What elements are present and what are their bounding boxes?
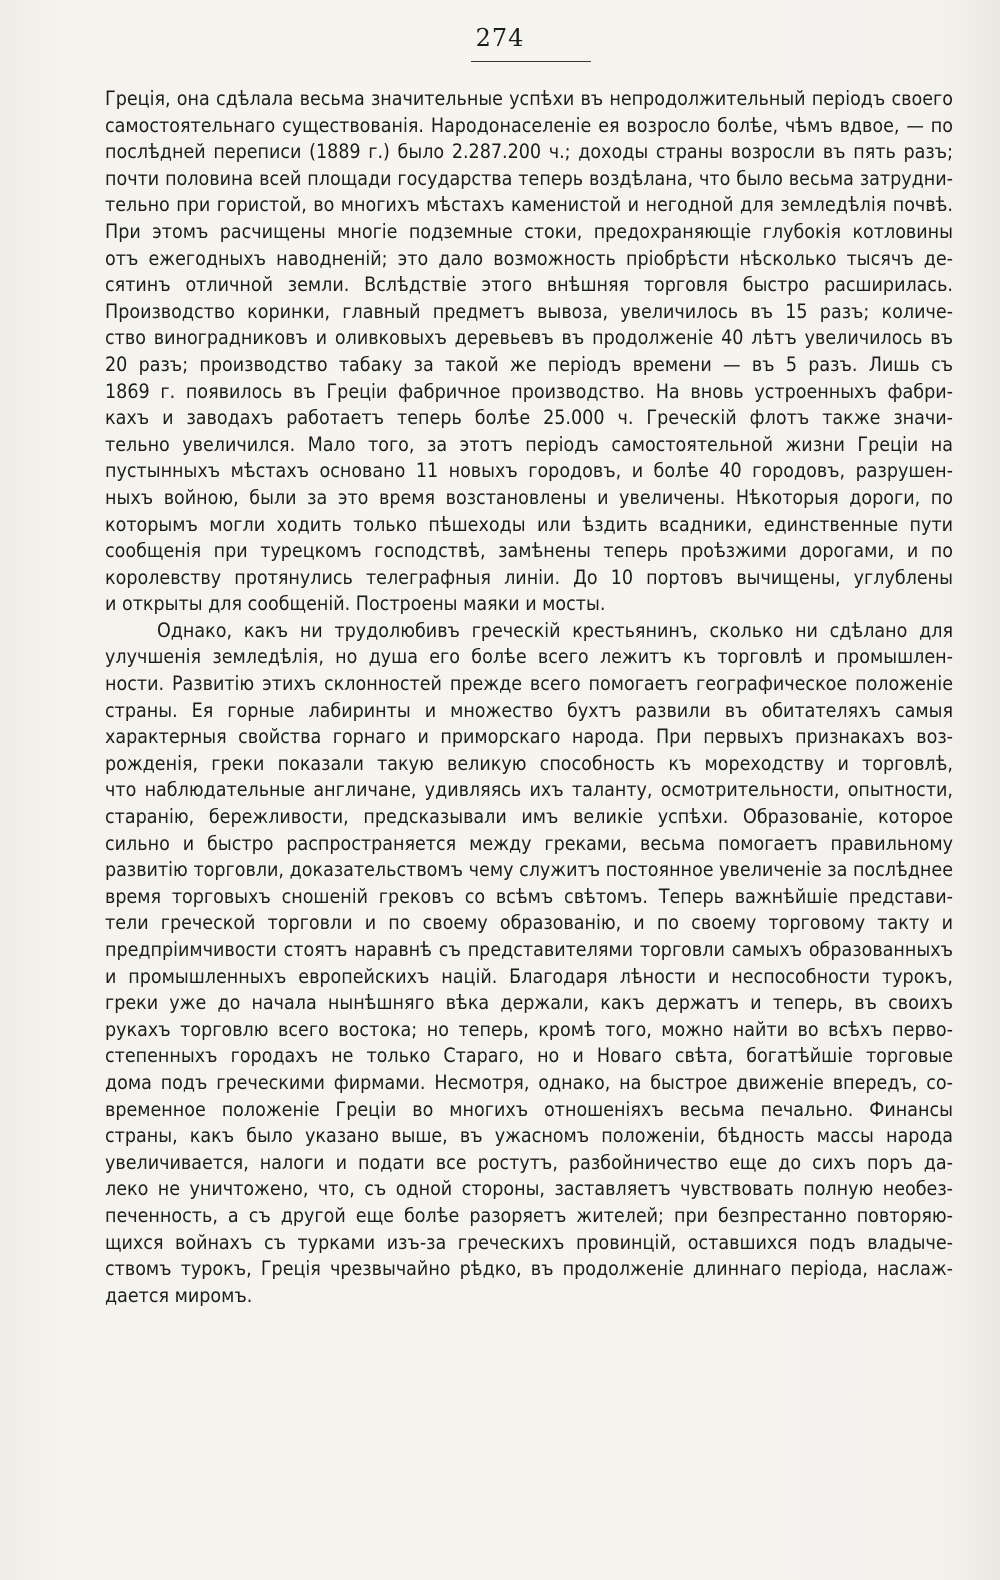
text-line: которымъ могли ходить только пѣшеходы или ѣздить всадники, единственные пути xyxy=(105,512,953,536)
text-line: При этомъ расчищены многіе подземные стоки, предохраняющіе глубокія котловины xyxy=(105,219,953,243)
text-line: страны, какъ было указано выше, въ ужасномъ положеніи, бѣдность массы народа xyxy=(105,1124,953,1148)
text-line: рожденія, греки показали такую великую способность къ мореходству и торговлѣ, xyxy=(105,751,953,775)
text-line: сильно и быстро распространяется между греками, весьма помогаетъ правильному xyxy=(105,831,953,855)
text-line: увеличивается, налоги и подати все ростутъ, разбойничество еще до сихъ поръ да- xyxy=(105,1150,953,1174)
page-number: 274 xyxy=(475,24,525,52)
text-line: сятинъ отличной земли. Вслѣдствіе этого внѣшняя торговля быстро расширилась. xyxy=(105,273,953,297)
text-line: почти половина всей площади государства теперь воздѣлана, что было весьма затрудни- xyxy=(105,166,953,190)
text-line: Производство коринки, главный предметъ вывоза, увеличилось въ 15 разъ; количе- xyxy=(105,299,953,323)
text-line: щихся войнахъ съ турками изъ-за греческихъ провинцій, оставшихся подъ владыче- xyxy=(105,1230,953,1254)
text-line: кахъ и заводахъ работаетъ теперь болѣе 25.000 ч. Греческій флотъ также значи- xyxy=(105,406,953,430)
text-line: время торговыхъ сношеній грековъ со всѣмъ свѣтомъ. Теперь важнѣйшіе представи- xyxy=(105,884,953,908)
text-line: тельно увеличился. Мало того, за этотъ періодъ самостоятельной жизни Греціи на xyxy=(105,432,953,456)
body-text xyxy=(105,86,953,1309)
text-line: и промышленныхъ европейскихъ націй. Благодаря лѣности и неспособности турокъ, xyxy=(105,964,953,988)
text-line: характерныя свойства горнаго и приморскаго народа. При первыхъ признакахъ воз- xyxy=(105,725,953,749)
text-line: королевству протянулись телеграфныя линіи. До 10 портовъ вычищены, углублены xyxy=(105,565,953,589)
text-line: что наблюдательные англичане, удивляясь ихъ таланту, осмотрительности, опытности, xyxy=(105,778,953,802)
text-line: предпріимчивости стоятъ наравнѣ съ представителями торговли самыхъ образованныхъ xyxy=(105,938,953,961)
text-line: 1869 г. появилось въ Греціи фабричное производство. На вновь устроенныхъ фабри- xyxy=(105,379,953,403)
text-line: леко не уничтожено, что, съ одной стороны, заставляетъ чувствовать полную необез- xyxy=(105,1177,953,1201)
page-number-rule xyxy=(471,61,591,62)
text-line: самостоятельнаго существованія. Народонаселеніе ея возросло болѣе, чѣмъ вдвое, — по xyxy=(105,113,953,137)
text-line: 20 разъ; производство табаку за такой же періодъ времени — въ 5 разъ. Лишь съ xyxy=(105,352,953,376)
text-line: пустынныхъ мѣстахъ основано 11 новыхъ городовъ, и болѣе 40 городовъ, разрушен- xyxy=(105,459,953,483)
text-line: старанію, бережливости, предсказывали имъ великіе успѣхи. Образованіе, которое xyxy=(105,805,953,829)
text-line: ности. Развитію этихъ склонностей прежде всего помогаетъ географическое положеніе xyxy=(105,672,953,696)
text-line: ство виноградниковъ и оливковыхъ деревьевъ въ продолженіе 40 лѣтъ увеличилось въ xyxy=(105,326,953,350)
paragraph-2 xyxy=(105,618,953,1309)
text-line: дома подъ греческими фирмами. Несмотря, однако, на быстрое движеніе впередъ, со- xyxy=(105,1070,953,1094)
text-line: послѣдней переписи (1889 г.) было 2.287.200 ч.; доходы страны возросли въ пять разъ; xyxy=(105,140,953,164)
text-line: временное положеніе Греціи во многихъ отношеніяхъ весьма печально. Финансы xyxy=(105,1097,953,1121)
text-line: ствомъ турокъ, Греція чрезвычайно рѣдко, въ продолженіе длиннаго періода, наслаж- xyxy=(105,1257,953,1281)
text-line: Греція, она сдѣлала весьма значительные успѣхи въ непродолжительный періодъ своего xyxy=(105,87,953,110)
text-line: Однако, какъ ни трудолюбивъ греческій крестьянинъ, сколько ни сдѣлано для xyxy=(157,618,953,642)
text-line: сообщенія при турецкомъ господствѣ, замѣнены теперь проѣзжими дорогами, и по xyxy=(105,539,953,563)
text-line: улучшенія земледѣлія, но душа его болѣе всего лежитъ къ торговлѣ и промышлен- xyxy=(105,645,953,669)
text-line: тельно при гористой, во многихъ мѣстахъ каменистой и негодной для земледѣлія почвѣ. xyxy=(105,193,953,217)
text-line: греки уже до начала нынѣшняго вѣка держали, какъ держатъ и теперь, въ своихъ xyxy=(105,991,953,1015)
text-line: дается миромъ. xyxy=(105,1283,253,1307)
text-line: страны. Ея горные лабиринты и множество бухтъ развили въ обитателяхъ самыя xyxy=(105,698,953,722)
text-line: развитію торговли, доказательствомъ чему служитъ постоянное увеличеніе за послѣднее xyxy=(105,858,953,882)
text-line: ныхъ войною, были за это время возстановлены и увеличены. Нѣкоторыя дороги, по xyxy=(105,485,953,509)
text-line: тели греческой торговли и по своему образованію, и по своему торговому такту и xyxy=(105,911,953,935)
text-line: и открыты для сообщеній. Построены маяки и мосты. xyxy=(105,592,606,616)
text-line: печенность, а съ другой еще болѣе разоряетъ жителей; при безпрестанно повторяю- xyxy=(105,1203,953,1227)
text-line: отъ ежегодныхъ наводненій; это дало возможность пріобрѣсти нѣсколько тысячъ де- xyxy=(105,246,953,270)
text-line: степенныхъ городахъ не только Стараго, но и Новаго свѣта, богатѣйшіе торговые xyxy=(105,1044,953,1068)
paragraph-1 xyxy=(105,86,953,618)
text-line: рукахъ торговлю всего востока; но теперь, кромѣ того, можно найти во всѣхъ перво- xyxy=(105,1017,953,1041)
